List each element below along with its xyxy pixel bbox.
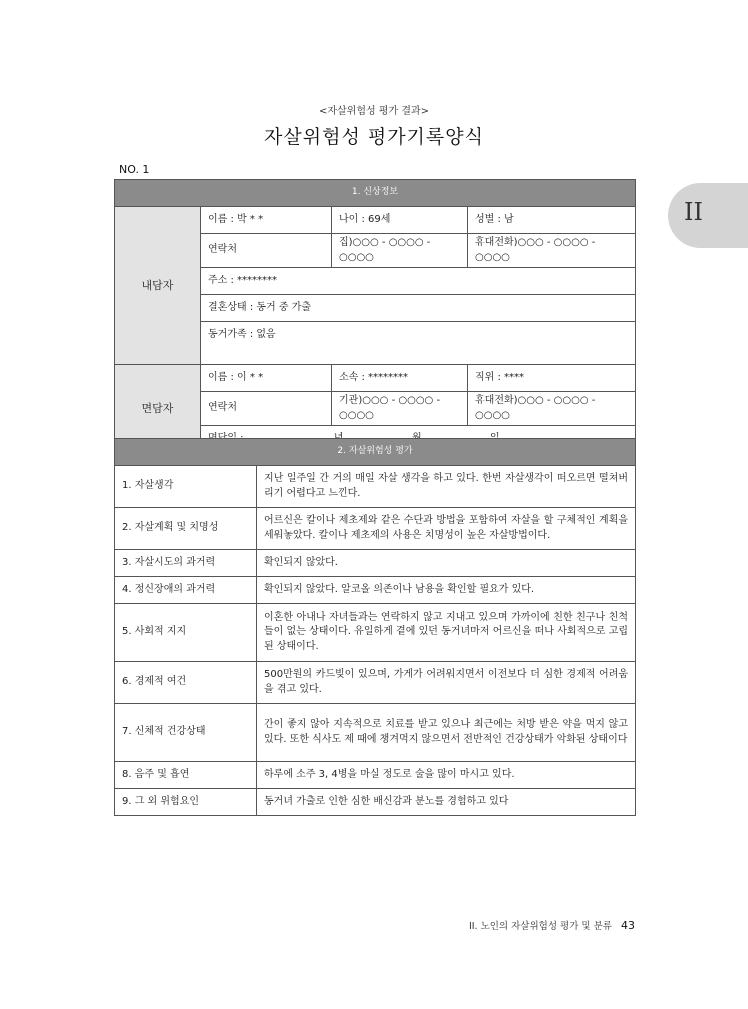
risk-item-label: 1. 자살생각 — [115, 466, 257, 508]
risk-item-content: 이혼한 아내나 자녀들과는 연락하지 않고 지내고 있으며 가까이에 친한 친구나 친척들이 없는 상태이다. 유일하게 곁에 있던 동거녀마저 어르신을 떠나 사회적으로 고립된 상태이다. — [257, 604, 636, 662]
visitor-cohabiting-family: 동거가족 : 없음 — [201, 322, 636, 365]
chapter-side-tab — [668, 183, 748, 248]
risk-item-content: 하루에 소주 3, 4병을 마실 정도로 술을 많이 마시고 있다. — [257, 762, 636, 789]
visitor-age: 나이 : 69세 — [332, 207, 468, 234]
interviewer-name: 이름 : 이 * * — [201, 365, 332, 392]
risk-item-label: 7. 신체적 건강상태 — [115, 704, 257, 762]
risk-item-content: 500만원의 카드빚이 있으며, 가게가 어려워지면서 이전보다 더 심한 경제적 어려움을 겪고 있다. — [257, 662, 636, 704]
form-number: NO. 1 — [119, 163, 150, 176]
risk-item-content: 간이 좋지 않아 지속적으로 치료를 받고 있으나 최근에는 처방 받은 약을 먹지 않고 있다. 또한 식사도 제 때에 챙겨먹지 않으면서 전반적인 건강상태가 악화된 상태이다 — [257, 704, 636, 762]
visitor-home-phone: 집)○○○ - ○○○○ - ○○○○ — [332, 234, 468, 268]
risk-item-label: 4. 정신장애의 과거력 — [115, 577, 257, 604]
interviewer-contact-label: 연락처 — [201, 392, 332, 426]
section-1-header: 1. 신상정보 — [115, 180, 636, 207]
footer-chapter-text: II. 노인의 자살위험성 평가 및 분류 — [468, 921, 612, 932]
risk-item-label: 6. 경제적 여건 — [115, 662, 257, 704]
visitor-contact-label: 연락처 — [201, 234, 332, 268]
risk-item-label: 8. 음주 및 흡연 — [115, 762, 257, 789]
risk-item-label: 5. 사회적 지지 — [115, 604, 257, 662]
section-2-header: 2. 자살위험성 평가 — [115, 439, 636, 466]
page-footer — [469, 918, 635, 932]
interviewer-org-phone: 기관)○○○ - ○○○○ - ○○○○ — [332, 392, 468, 426]
visitor-group-label: 내담자 — [115, 207, 201, 365]
risk-item-content: 확인되지 않았다. — [257, 550, 636, 577]
interviewer-position: 직위 : **** — [468, 365, 636, 392]
page-title: 자살위험성 평가기록양식 — [264, 126, 484, 148]
risk-item-label: 2. 자살계획 및 치명성 — [115, 508, 257, 550]
risk-item-label: 9. 그 외 위험요인 — [115, 789, 257, 816]
risk-item-content: 확인되지 않았다. 알코올 의존이나 남용을 확인할 필요가 있다. — [257, 577, 636, 604]
visitor-address: 주소 : ******** — [201, 268, 636, 295]
risk-item-content: 어르신은 칼이나 제초제와 같은 수단과 방법을 포함하여 자살을 할 구체적인 계획을 세워놓았다. 칼이나 제초제의 사용은 치명성이 높은 자살방법이다. — [257, 508, 636, 550]
page-number: 43 — [621, 919, 635, 932]
personal-info-table — [114, 179, 636, 453]
visitor-mobile-phone: 휴대전화)○○○ - ○○○○ - ○○○○ — [468, 234, 636, 268]
interviewer-group-label: 면담자 — [115, 365, 201, 453]
visitor-marital-status: 결혼상태 : 동거 중 가출 — [201, 295, 636, 322]
visitor-gender: 성별 : 남 — [468, 207, 636, 234]
risk-item-content: 지난 일주일 간 거의 매일 자살 생각을 하고 있다. 한번 자살생각이 떠오르면 떨쳐버리기 어렵다고 느낀다. — [257, 466, 636, 508]
chapter-tab-label: II — [684, 198, 703, 226]
visitor-name: 이름 : 박 * * — [201, 207, 332, 234]
risk-item-content: 동거녀 가출로 인한 심한 배신감과 분노를 경험하고 있다 — [257, 789, 636, 816]
interviewer-affiliation: 소속 : ******** — [332, 365, 468, 392]
interviewer-mobile-phone: 휴대전화)○○○ - ○○○○ - ○○○○ — [468, 392, 636, 426]
risk-item-label: 3. 자살시도의 과거력 — [115, 550, 257, 577]
page-subtitle: <자살위험성 평가 결과> — [318, 106, 430, 117]
risk-assessment-table — [114, 438, 636, 816]
